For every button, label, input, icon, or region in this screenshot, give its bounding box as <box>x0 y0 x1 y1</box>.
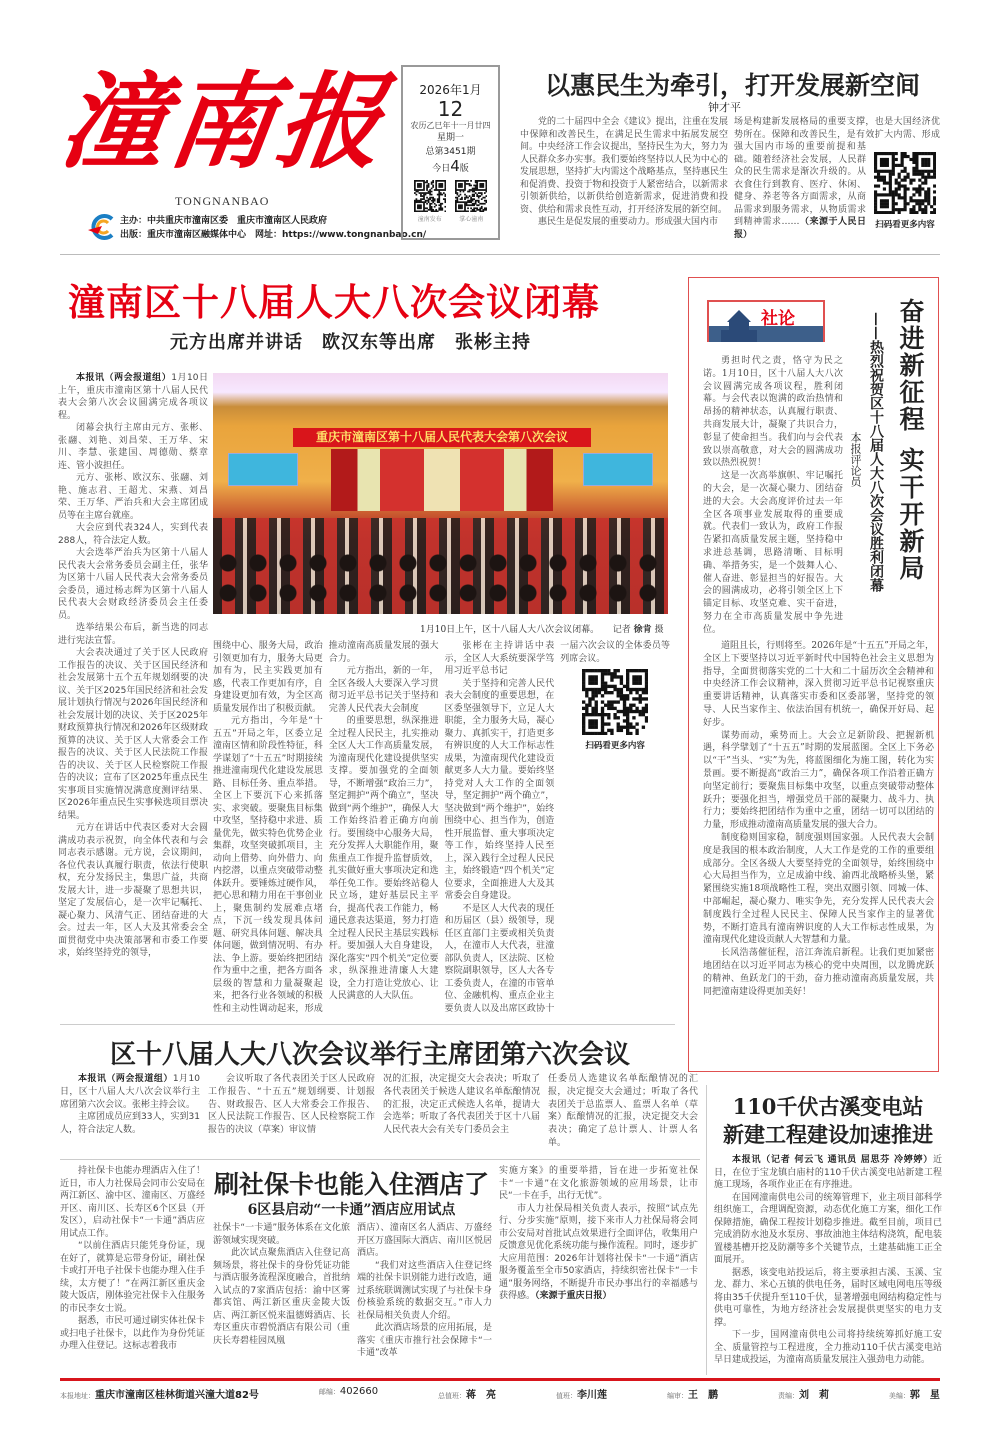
media-center-logo-icon <box>88 214 116 240</box>
great-hall-icon <box>721 308 757 342</box>
presidium-col3: 况的汇报，决定提交大会表决；听取了各代表团关于候选人建议名单酝酿情况的汇报，决定正式候选人名单，提请大会选举；听取了各代表团关于区十八届人民代表大会有关专门委员会主 <box>383 1074 540 1136</box>
social-card-headline: 刷社保卡也能入住酒店了 <box>213 1170 489 1199</box>
column-divider <box>706 1085 707 1375</box>
qr-caption: 扫码看更多内容 <box>875 219 935 230</box>
footer-duty: 值班：李川莲 <box>556 1390 608 1401</box>
year-month: 2026年1月 <box>419 83 482 97</box>
editorial-wide-text: 道阻且长，行则将至。2026年是“十五五”开局之年，全区上下要坚持以习近平新时代中国特色社会主义思想为指导，全面贯彻落实党的二十大和二十届历次全会精神和中央经济工作会议精神，深入贯彻习近平总书记视察重庆重要讲话精神，认真落实市委和区委部署，坚持党的领导、人民当家作主、依法治国有机统一，确保开好局、起好步。 谋势而动，乘势而上。大会立足新阶段、把握新机遇，科学擘划了“十五五”时期的发展蓝图。全区上下务必以“干”当头、“实”为先，将蓝图细化为施工图，转化为实景画。要不断提高“政治三力”，确保各项工作沿着正确方向坚定前行；要聚焦目标集中攻坚，以重点突破带动整体跃升；要强化担当，增强党员干部的凝聚力、战斗力、执行力；要始终把团结作为重中之重，团结一切可以团结的力量，形成推动潼南高质量发展的强大合力。 制度稳则国家稳，制度强则国家强。人民代表大会制度是我国的根本政治制度，人大工作是党的工作的重要组成部分。全区各级人大要坚持党的全面领导，始终围绕中心大局担当作为，立足成渝中线、渝西北战略桥头堡，紧紧围绕实施18项战略性工程，突出双圈引领、同城一体、中部崛起，凝心聚力、唯实争先，充分发挥人民代表大会制度践行全过程人民民主、保障人民当家作主的显著优势，不断打造具有潼南辨识度的人大工作标志性成果，为潼南现代化建设贡献人大智慧和力量。 长风浩荡催征程，涪江奔流启新程。让我们更加紧密地团结在以习近平同志为核心的党中央周围，以龙腾虎跃的精神、鱼跃龙门的干劲，奋力推动潼南高质量发展，共同把潼南建设得更加美好！ <box>703 641 934 997</box>
photo-banner: 重庆市潼南区第十八届人民代表大会第八次会议 <box>293 428 591 447</box>
issue-number: 总第3451期 <box>425 147 476 157</box>
social-card-col3: 酒店）、潼南区名人酒店、万盛经开区万盛国际大酒店、南川区悦居酒店。 “我们对这些酒店入住登记终端的社保卡识别能力进行改造，通过系统联调测试实现了与社保卡身份核验系统的数据交互。”市人力社保局相关负责人介绍。 此次酒店场景的应用拓展，是落实《重庆市推行社会保障卡“一卡通”改革 <box>357 1223 492 1358</box>
top-qr-block <box>870 152 940 248</box>
social-card-col2: 社保卡“一卡通”服务体系在文化旅游领域实现突破。 此次试点聚焦酒店入住登记高频场景，将社保卡的身份凭证功能与酒店服务流程深度融合，首批纳入试点的7家酒店包括：渝中区雾都宾馆、两江新区重庆金陵大饭店、两江新区悦来温德姆酒店、长寿区重庆市碧悦酒店有限公司（重庆长寿碧桂园凤凰 <box>213 1223 350 1346</box>
side-screen <box>228 453 298 486</box>
presidium-col1: 本报讯（两会报道组）1月10日，区十八届人大八次会议举行主席团第六次会议。张彬主持会议。 主席团成员应到33人，实到31人，符合法定人数。 <box>60 1074 200 1136</box>
weekday: 星期一 <box>436 133 464 143</box>
substation-headline: 110千伏古溪变电站 新建工程建设加速推进 <box>723 1094 933 1147</box>
main-headline: 潼南区十八届人大八次会议闭幕 <box>68 281 600 324</box>
qr-caption: 扫码看更多内容 <box>585 740 645 751</box>
footer-chief: 总值班：蒋 亮 <box>438 1390 497 1401</box>
section-divider <box>60 1159 700 1160</box>
top-article-author: 钟才平 <box>708 101 741 114</box>
footer-art-editor: 美编：郭 星 <box>888 1390 940 1401</box>
main-article-col1: 本报讯（两会报道组）1月10日上午，重庆市潼南区第十八届人民代表大会第八次会议圆满完成各项议程。 闭幕会执行主席由元方、张彬、张翮、刘艳、刘昌荣、王万华、宋川、李慧、张建国、周德勋、蔡章连、管小波担任。 元方、张彬、欧汉东、张翮、刘艳、施志君、王超尤、宋燕、刘昌荣、王万华、严治兵和大会主席团成员等在主席台就座。 大会应到代表324人，实到代表288人，符合法定人数。 大会选举严治兵为区第十八届人民代表大会常务委员会副主任，张华为区第十八届人民代表大会常务委员会委员，通过杨志辉为区第十八届人民代表大会财政经济委员会主任委员。 选举结果公布后，新当选的同志进行宪法宣誓。 大会表决通过了关于区人民政府工作报告的决议、关于区国民经济和社会发展第十五个五年规划纲要的决议、关于区2025年国民经济和社会发展计划执行情况与2026年国民经济和社会发展计划的决议、关于区2025年财政预算执行情况和2026年区级财政预算的决议、关于区人大常委会工作报告的决议、关于区人民法院工作报告的决议、关于区人民检察院工作报告的决议；宣布了区2025年重点民生实事项目实施情况满意度测评结果、区2026年重点民生实事候选项目票决结果。 元方在讲话中代表区委对大会圆满成功表示祝贺，向全体代表和与会同志表示感谢。元方说，会议期间，各位代表认真履行职责，依法行使职权，充分发扬民主，集思广益，共商发展大计，进一步凝聚了思想共识，坚定了发展信心，是一次牢记嘱托、凝心聚力、风清气正、团结奋进的大会。过去一年，区人大及其常委会全面贯彻党中央决策部署和市委工作要求，始终坚持党的领导， <box>58 373 208 958</box>
footer-editor: 责编：刘 莉 <box>777 1390 829 1401</box>
side-screen <box>583 453 653 486</box>
editorial-badge: 社论 <box>707 300 825 342</box>
page-count: 今日4版 <box>432 157 469 175</box>
main-article-columns: 围绕中心、服务大局，政治引领更加有力，服务大局更加有为，民主实践更加有感，代表工作更加有序，自身建设更加有效，为全区高质量发展作出了积极贡献。 元方指出，今年是“十五五”开局之年，区委立足潼南区情和阶段性特征，科学谋划了“十五五”时期接续推进潼南现代化建设发展思路、目标任务、重点举措。全区上下要沉下心来抓落实、求突破。要聚焦目标集中攻坚，坚持稳中求进、质量优先，做实特色优势企业集群，攻坚突破抓项目，主动向上借势、向外借力、向内挖潜，以重点突破带动整体跃升。要锤炼过硬作风，把心思和精力用在干事创业上，聚焦制约发展难点堵点，下沉一线发现具体问题、研究具体问题、解决具体问题，做到情况明、有办法、争上游。要始终把团结作为重中之重，把各方面各层级的智慧和力量凝聚起来，把各行业各领域的积极性和主动性调动起来，形成推动潼南高质量发展的强大合力。 元方指出，新的一年，全区各级人大要深入学习贯彻习近平总书记关于坚持和完善人民代表大会制度 的重要思想，纵深推进全过程人民民主，扎实推动全区人大工作高质量发展，为潼南现代化建设提供坚实支撑。要加强党的全面领导，不断增强“政治三力”，坚定拥护“两个确立”，坚决做到“两个维护”，确保人大工作始终沿着正确方向前行。要围绕中心服务大局，充分发挥人大职能作用，聚焦重点工作提升监督质效，扎实做好重大事项决定和选举任免工作。要始终站稳人民立场，建好基层民主平台，提高代表工作能力，畅通民意表达渠道，努力打造全过程人民民主基层实践标杆。要加强人大自身建设，深化落实“四个机关”定位要求，纵深推进清廉人大建设，全力打造让党放心、让人民满意的人大队伍。 张彬在主持讲话中表示，全区人大系统要深学笃用习近平总书记 关于坚持和完善人民代表大会制度的重要思想，在区委坚强领导下，立足人大职能，全力服务大局，凝心聚力、真抓实干，打造更多有辨识度的人大工作标志性成果，为潼南现代化建设贡献更多人大力量。要始终坚持党对人大工作的全面领导，坚定拥护“两个确立”，坚决做到“两个维护”，始终围绕中心、担当作为，创造性开展监督、重大事项决定等工作，始终坚持人民至上，深入践行全过程人民民主，始终锻造“四个机关”定位要求，全面推进人大及其常委会自身建设。 不是区人大代表的现任和历届区（县）级领导，现任区直部门主要或相关负责人，在潼市人大代表，驻潼部队负责人，区法院、区检察院副职领导，区人大各专工委负责人，在潼的市管单位、金融机构、重点企业主要负责人以及出席区政协十一届六次会议的全体委员等列席会议。 扫码看更多内容 <box>213 641 670 1014</box>
social-card-source: （来源于重庆日报） <box>535 1291 612 1301</box>
social-card-col1: 持社保卡也能办理酒店入住了！近日，市人力社保局会同市公安局在两江新区、渝中区、潼南区、万盛经开区、南川区、长寿区6个区县（开发区），启动社保卡“一卡通”酒店应用试点工作。 “以前住酒店只能凭身份证，现在好了，就算是忘带身份证，刷社保卡或打开电子社保卡也能办理入住手续，太方便了！”在两江新区重庆金陵大饭店，刚体验完社保卡入住服务的市民李女士说。 据悉，市民可通过刷实体社保卡或扫电子社保卡，以此作为身份凭证办理入住登记。这标志着我市 <box>60 1166 205 1351</box>
top-article-col1: 党的二十届四中全会《建议》提出，注重在发展中保障和改善民生，在满足民生需求中拓展发展空间。中央经济工作会议提出，坚持民生为大，努力为人民群众多办实事。我们要始终坚持以人民为中心的发展思想，坚持扩大内需这个战略基点，坚持惠民生和促消费、投资于物和投资于人紧密结合，以新需求引领新供给，以新供给创造新需求，促进消费和投资、供给和需求良性互动，打开经济发展的新空间。 惠民生是促发展的重要动力。形成强大国内市 <box>520 117 728 227</box>
editorial-narrow-text: 勇担时代之责，恪守为民之诺。1月10日，区十八届人大八次会议圆满完成各项议程，胜利闭幕。与会代表以饱满的政治热情和昂扬的精神状态，认真履行职责、共商发展大计，凝聚了共识合力，彰显了使命担当。我们向与会代表致以崇高敬意，对大会的圆满成功致以热烈祝贺！ 这是一次高举旗帜、牢记嘱托的大会，是一次凝心聚力、团结奋进的大会。大会高度评价过去一年全区各项事业发展取得的重要成就。代表们一致认为，政府工作报告紧扣高质量发展主题，坚持稳中求进总基调，思路清晰、目标明确、举措务实，是一个鼓舞人心、催人奋进、彰显担当的好报告。大会的圆满成功，必将引领全区上下锚定目标、攻坚克难、实干奋进，努力在全市高质量发展中争先进位。 <box>703 356 843 635</box>
social-card-subheadline: 6区县启动“一卡通”酒店应用试点 <box>247 1202 456 1218</box>
publisher-info: 出版：重庆市潼南区融媒体中心 网址：https://www.tongnanbao.cn/ <box>120 230 427 240</box>
lunar-date: 农历乙巳年十一月廿四 <box>410 121 491 130</box>
stage <box>331 449 553 511</box>
footer-postcode: 邮编：402660 <box>318 1386 379 1397</box>
editorial-title: 奋进新征程实干开新局 <box>896 298 925 582</box>
qr-code-icon[interactable] <box>582 669 648 735</box>
social-card-col4: 实施方案》的重要举措，旨在进一步拓宽社保卡“一卡通”在文化旅游领域的应用场景，让市民“一卡在手，出行无忧”。 市人力社保局相关负责人表示，按照“试点先行、分步实施”原则，接下来市人力社保局将会同市公安局对首批试点效果进行全面评估，收集用户反馈意见优化系统功能与操作流程。同时，逐步扩大应用范围：2026年计划将社保卡“一卡通”酒店服务覆盖至全市50家酒店，持续织密社保卡“一卡通”服务网络，不断提升市民办事出行的幸福感与获得感。（来源于重庆日报） <box>499 1166 698 1301</box>
footer-address: 本报地址：重庆市潼南区桂林街道兴潼大道82号 <box>60 1390 259 1401</box>
top-article-title: 以惠民生为牵引，打开发展新空间 <box>545 71 921 100</box>
editorial-byline: 本报评论员 <box>849 432 862 487</box>
footer <box>60 1386 940 1401</box>
main-qr-block <box>560 665 670 752</box>
footer-review: 编审：王 鹏 <box>666 1390 718 1401</box>
top-article-col2: 扫码看更多内容 场是构建新发展格局的重要支撑，也是大国经济优势所在。保障和改善民生，是有效扩大内需、形成强大国内市场的重要前提和基础。随着经济社会发展，人民群众的民生需求是渐次升级的。从衣食住行到教育、医疗、休闲、健身、养老等各方面需求，从商品需求到服务需求，从物质需求到精神需求……（来源于人民日报） <box>734 116 940 252</box>
newspaper-logo: 潼南报 <box>53 60 395 183</box>
qr-code-icon[interactable] <box>414 180 446 212</box>
meeting-photo <box>213 373 668 614</box>
qr-code-icon[interactable] <box>455 180 487 212</box>
presidium-col2: 会议听取了各代表团关于区人民政府工作报告、“十五五”规划纲要、计划报告、财政报告、区人大常委会工作报告、区人民法院工作报告、区人民检察院工作报告的决议（草案）审议情 <box>208 1074 375 1136</box>
presidium-headline: 区十八届人大八次会议举行主席团第六次会议 <box>110 1040 631 1070</box>
date-box: 2026年1月 12 农历乙巳年十一月廿四 星期一 总第3451期 今日4版 潼南发布 掌心潼南 <box>401 65 500 240</box>
day: 12 <box>437 97 464 121</box>
sponsor-info: 主办：中共重庆市潼南区委 重庆市潼南区人民政府 出版：重庆市潼南区融媒体中心 网址：https://www.tongnanbao.cn/ <box>120 216 427 240</box>
main-subheadline: 元方出席并讲话 欧汉东等出席 张彬主持 <box>170 332 531 353</box>
section-divider <box>60 1024 675 1025</box>
footer-rule <box>60 1378 940 1381</box>
qr-code-icon[interactable] <box>874 152 936 214</box>
header-divider <box>60 254 940 255</box>
logo-pinyin: TONGNANBAO <box>175 194 270 208</box>
top-article-source: （来源于人民日报） <box>734 217 866 240</box>
photo-caption: 1月10日上午，区十八届人大八次会议闭幕。 记者 徐肯 摄 <box>420 625 664 635</box>
audience-heads <box>213 548 668 614</box>
editorial-subtitle: ——热烈祝贺区十八届人大八次会议胜利闭幕 <box>868 312 884 592</box>
presidium-col4: 任委员人选建议名单酝酿情况的汇报，决定提交大会通过；听取了各代表团关于总监票人、监票人名单（草案）酝酿情况的汇报，决定提交大会表决；确定了总计票人、计票人名单。 <box>548 1074 698 1148</box>
substation-text: 本报讯（记者 何云飞 通讯员 屈思芬 冷婷婷）近日，在位于宝龙镇白庙村的110千伏古溪变电站新建工程施工现场，各项作业正在有序推进。 在国网潼南供电公司的统筹管理下，业主项目部科学组织施工，合理调配资源，动态优化施工方案，细化工作保障措施，确保工程按计划稳步推进。截至目前，项目已完成消防水池及水泵房、事故油池主体结构浇筑，配电装置楼基槽开挖及防潮等多个关键节点，土建基础施工正全面展开。 据悉，该变电站投运后，将主要承担古溪、玉溪、宝龙、群力、米心五镇的供电任务，届时区域电网电压等级将由35千伏提升至110千伏，显著增强电网结构稳定性与供电可靠性，为地方经济社会发展提供更坚实的电力支撑。 下一步，国网潼南供电公司将持续统筹抓好施工安全、质量管控与工程进度，全力推动110千伏古溪变电站早日建成投运，为潼南高质量发展注入强劲电力动能。 <box>714 1155 942 1365</box>
